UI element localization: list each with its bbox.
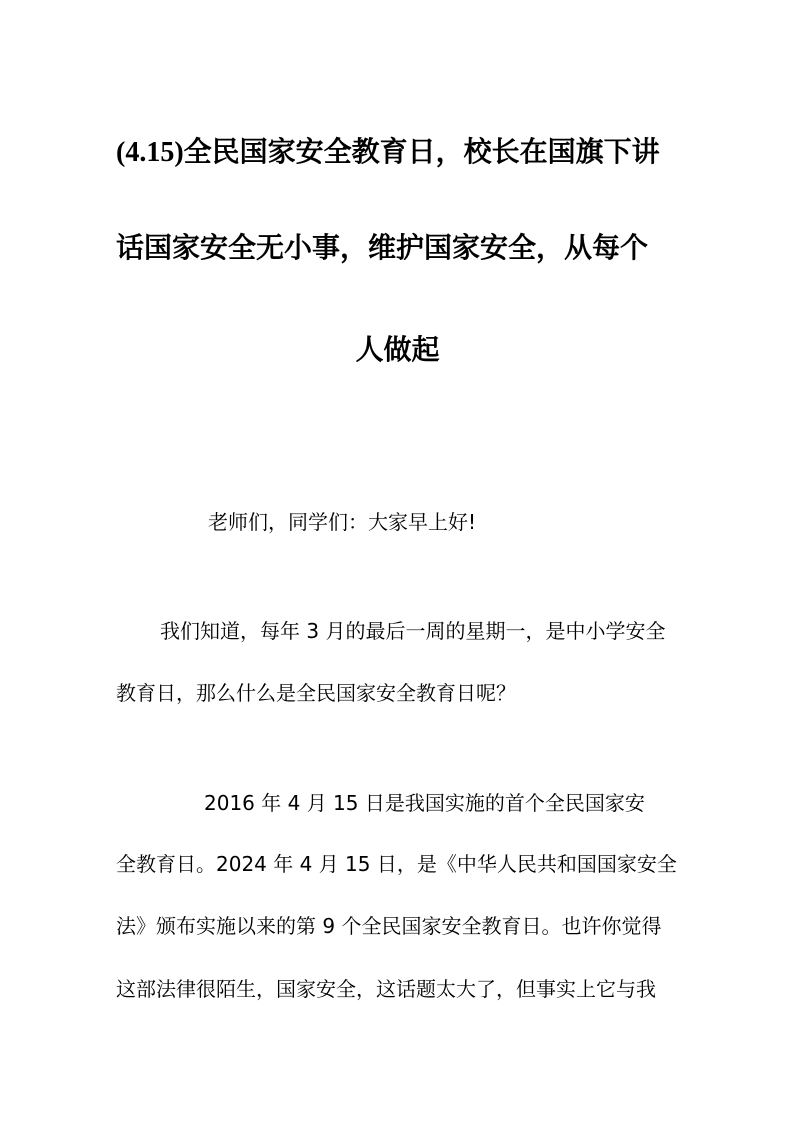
paragraph-2-line-2: 全教育日。2024 年 4 月 15 日，是《中华人民共和国国家安全 bbox=[116, 852, 677, 876]
paragraph-2-line-1: 2016 年 4 月 15 日是我国实施的首个全民国家安 bbox=[204, 791, 645, 815]
paragraph-1-line-1: 我们知道，每年 3 月的最后一周的星期一，是中小学安全 bbox=[160, 619, 666, 643]
title-text-1: 全民国家安全教育日，校长在国旗下讲 bbox=[183, 135, 660, 168]
paragraph-2-line-4: 这部法律很陌生，国家安全，这话题太大了，但事实上它与我 bbox=[116, 977, 656, 1001]
document-title-line-2: 话国家安全无小事，维护国家安全，从每个 bbox=[116, 231, 649, 264]
greeting-line: 老师们，同学们：大家早上好! bbox=[208, 510, 477, 534]
document-title-line-3: 人做起 bbox=[355, 333, 440, 366]
title-date-prefix: (4.15) bbox=[116, 137, 184, 168]
paragraph-1-line-2: 教育日，那么什么是全民国家安全教育日呢？ bbox=[116, 681, 516, 705]
paragraph-2-line-3: 法》颁布实施以来的第 9 个全民国家安全教育日。也许你觉得 bbox=[116, 914, 662, 938]
document-title-line-1 bbox=[116, 134, 679, 171]
